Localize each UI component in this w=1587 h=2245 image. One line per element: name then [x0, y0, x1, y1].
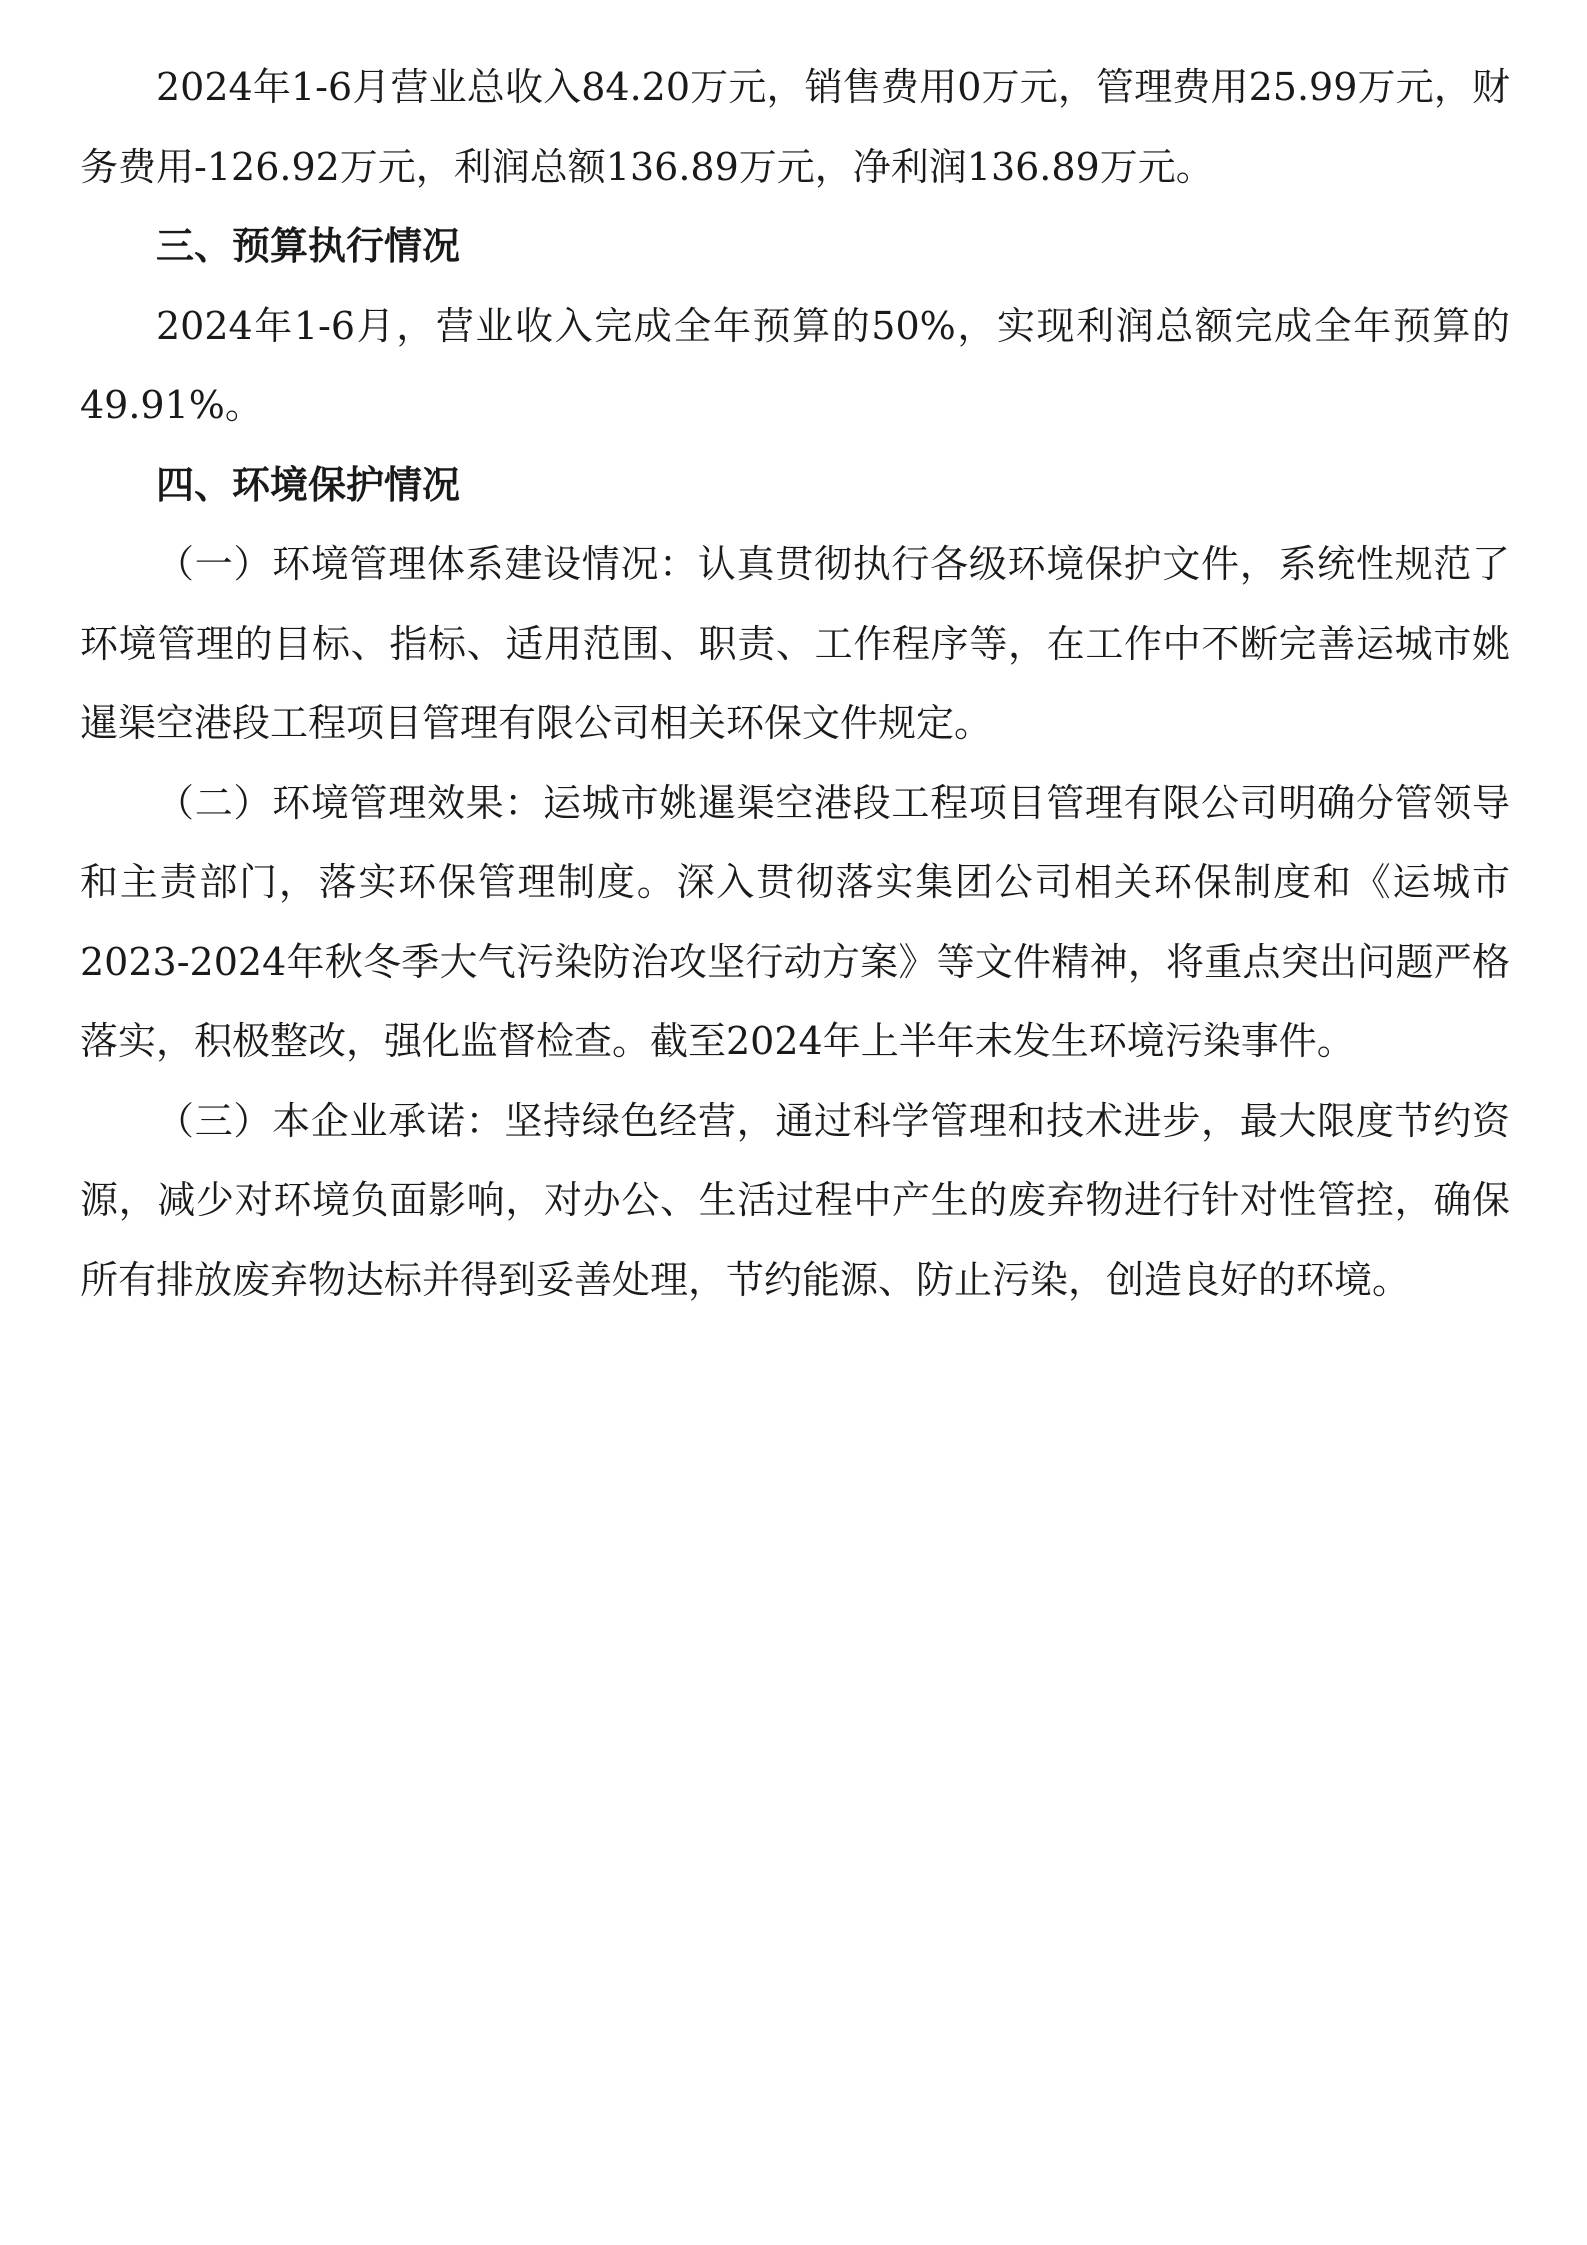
environment-commitment-paragraph: （三）本企业承诺：坚持绿色经营，通过科学管理和技术进步，最大限度节约资源，减少对环境负面影响，对办公、生活过程中产生的废弃物进行针对性管控，确保所有排放废弃物达标并得到妥善处理，节约能源、防止污染，创造良好的环境。: [80, 1098, 1510, 1302]
environment-effect-paragraph: （二）环境管理效果：运城市姚暹渠空港段工程项目管理有限公司明确分管领导和主责部门，落实环保管理制度。深入贯彻落实集团公司相关环保制度和《运城市2023-2024年秋冬季大气污染防治攻坚行动方案》等文件精神，将重点突出问题严格落实，积极整改，强化监督检查。截至2024年上半年未发生环境污染事件。: [80, 780, 1510, 1063]
finance-summary-paragraph: 2024年1-6月营业总收入84.20万元，销售费用0万元，管理费用25.99万元，财务费用-126.92万元，利润总额136.89万元，净利润136.89万元。: [80, 65, 1510, 189]
budget-paragraph: 2024年1-6月，营业收入完成全年预算的50%，实现利润总额完成全年预算的49.91%。: [80, 303, 1510, 427]
budget-section-heading: 三、预算执行情况: [156, 224, 461, 268]
environment-system-paragraph: （一）环境管理体系建设情况：认真贯彻执行各级环境保护文件，系统性规范了环境管理的目标、指标、适用范围、职责、工作程序等，在工作中不断完善运城市姚暹渠空港段工程项目管理有限公司相关环保文件规定。: [80, 542, 1510, 745]
document-body: [80, 48, 1510, 1320]
environment-section-heading: 四、环境保护情况: [156, 462, 461, 507]
